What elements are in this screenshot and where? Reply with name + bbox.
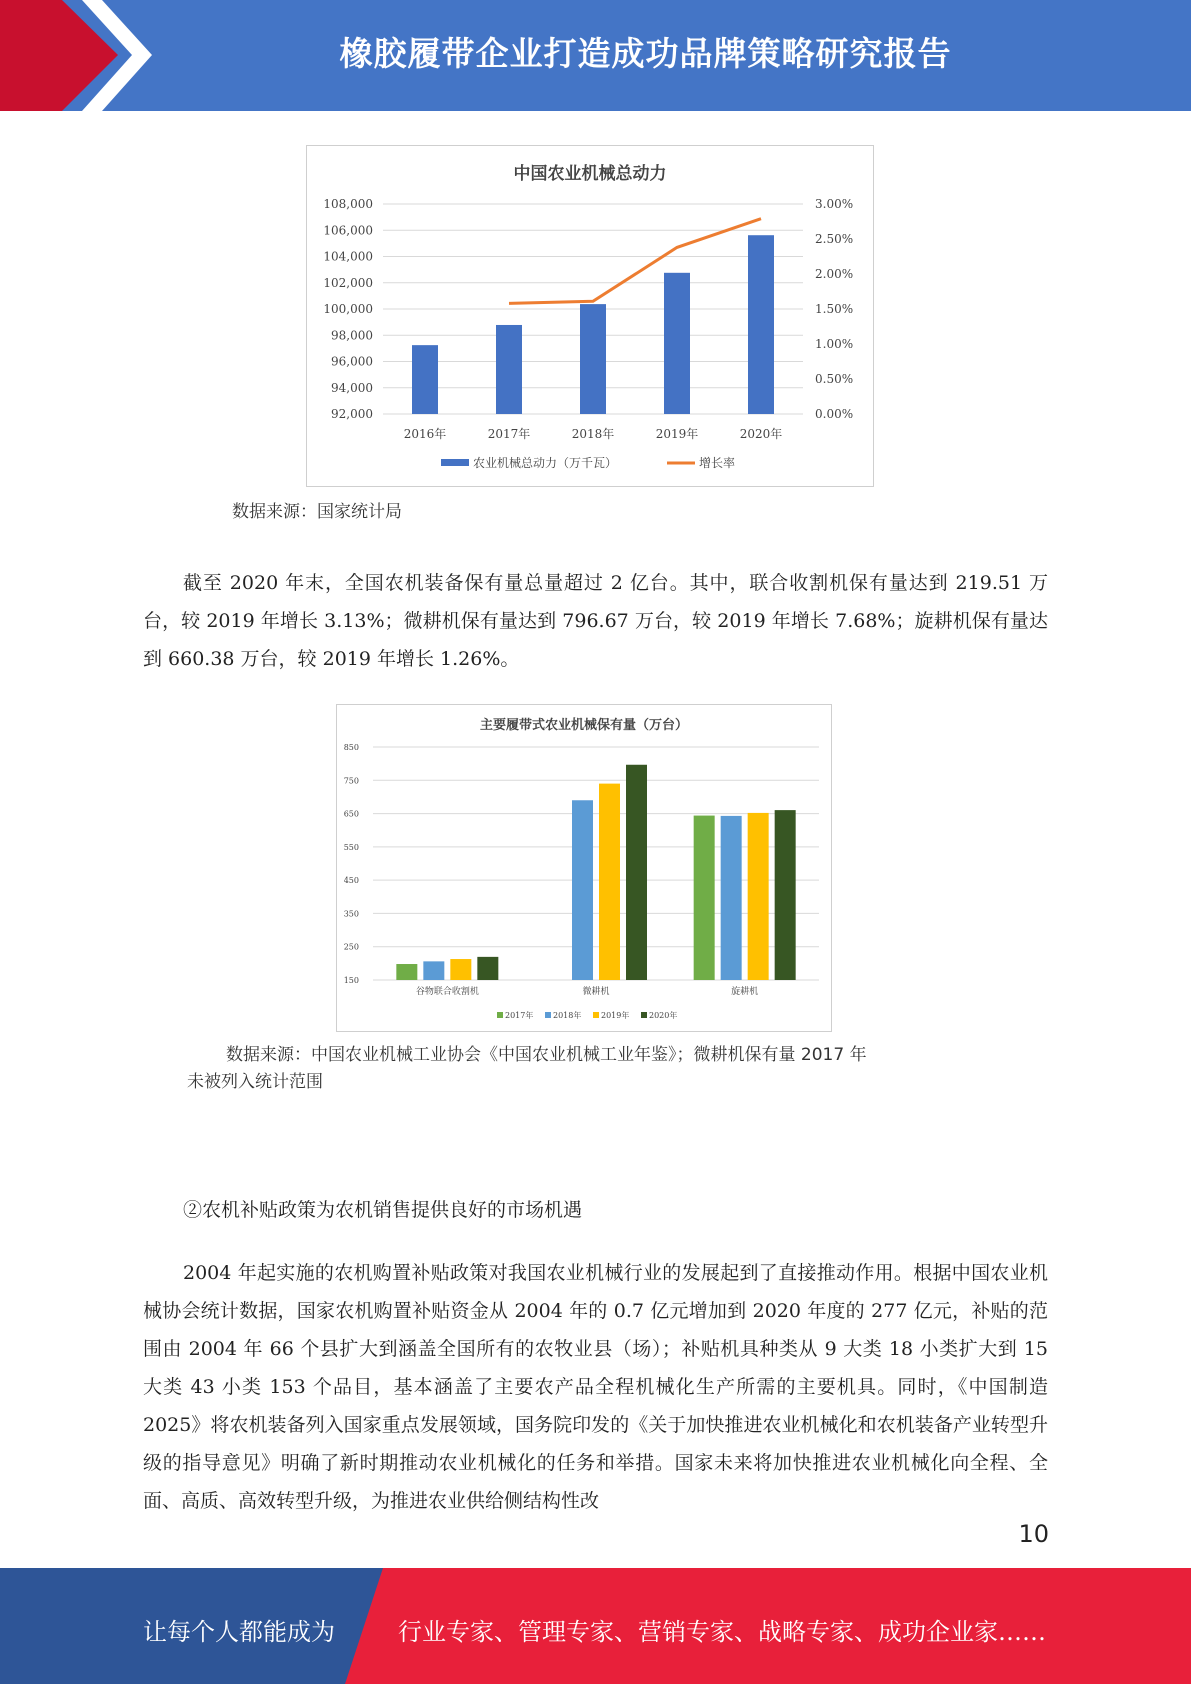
footer-slogan-left: 让每个人都能成为	[143, 1618, 335, 1646]
chart2-title: 主要履带式农业机械保有量（万台）	[479, 718, 689, 733]
chart1-x-tick: 2018年	[571, 427, 615, 441]
chart1-legend-line-label: 增长率	[699, 456, 736, 470]
chart1-bar	[664, 273, 690, 414]
chart-tracked-machinery	[336, 704, 832, 1032]
chart2-y-tick: 550	[343, 842, 359, 852]
chart1-title: 中国农业机械总动力	[513, 164, 667, 184]
chart2-source-line2: 未被列入统计范围	[187, 1072, 323, 1092]
chart2-bar	[721, 816, 742, 980]
chart2-y-tick: 750	[343, 776, 359, 786]
chart1-y-left-tick: 98,000	[331, 328, 373, 343]
chart2-x-tick: 谷物联合收割机	[415, 987, 479, 997]
paragraph-subsidy-policy: 2004 年起实施的农机购置补贴政策对我国农业机械行业的发展起到了直接推动作用。根据中国农业机械协会统计数据，国家农机购置补贴资金从 2004 年的 0.7 亿元增加到 2020 年度的 277 亿元，补贴的范围由 2004 年 66 个县扩大到涵盖全国所有的农牧业县（场）；补贴机具种类从 9 大类 18 小类扩大到 15 大类 43 小类 153 个品目，基本涵盖了主要农产品全程机械化生产所需的主要机具。同时，《中国制造 2025》将农机装备列入国家重点发展领域，国务院印发的《关于加快推进农业机械化和农机装备产业转型升级的指导意见》明确了新时期推动农业机械化的任务和举措。国家未来将加快推进农业机械化向全程、全面、高质、高效转型升级，为推进农业供给侧结构性改	[143, 1262, 1048, 1512]
chart1-y-left-tick: 92,000	[331, 407, 373, 421]
chart1-bar	[412, 345, 438, 414]
chart2-bar	[396, 964, 417, 980]
chart1-y-left-tick: 96,000	[331, 354, 373, 369]
chart2-legend-label: 2020年	[649, 1011, 678, 1020]
chart2-bar	[477, 957, 498, 980]
chart2-y-tick: 150	[343, 976, 359, 985]
report-title: 橡胶履带企业打造成功品牌策略研究报告	[339, 34, 952, 73]
chart2-legend-swatch	[497, 1012, 503, 1018]
section-subheading: ②农机补贴政策为农机销售提供良好的市场机遇	[183, 1199, 583, 1221]
chart1-bar	[748, 235, 774, 414]
chart1-bar	[496, 325, 522, 414]
chart2-bar	[775, 810, 796, 980]
chart1-bar	[580, 304, 606, 414]
header-bar	[0, 0, 1191, 111]
chart2-source-line1: 数据来源：中国农业机械工业协会《中国农业机械工业年鉴》；微耕机保有量 2017 年	[226, 1045, 867, 1065]
chart1-y-right-tick: 1.50%	[815, 302, 854, 316]
footer-bar	[0, 1568, 1191, 1684]
chart2-bar	[748, 813, 769, 980]
chart1-x-tick: 2020年	[739, 427, 783, 441]
chart1-x-tick: 2016年	[403, 427, 447, 441]
chart1-legend-bar-swatch	[441, 459, 469, 466]
header-chevron-icon	[0, 0, 160, 111]
chart-total-power-svg	[307, 146, 873, 486]
chart1-y-right-tick: 0.50%	[815, 372, 854, 386]
chart1-y-right-tick: 1.00%	[815, 337, 854, 351]
paragraph-machinery-stock: 截至 2020 年末，全国农机装备保有量总量超过 2 亿台。其中，联合收割机保有量达到 219.51 万台，较 2019 年增长 3.13%；微耕机保有量达到 796.67 万台，较 2019 年增长 7.68%；旋耕机保有量达到 660.38 万台，较 2019 年增长 1.26%。	[143, 572, 1048, 670]
chart2-legend-label: 2018年	[553, 1011, 582, 1020]
chart1-y-left-tick: 106,000	[323, 223, 373, 238]
chart2-legend-label: 2019年	[601, 1011, 630, 1020]
chart2-x-tick: 旋耕机	[731, 987, 759, 997]
chart2-x-tick: 微耕机	[582, 987, 610, 997]
chart2-y-tick: 250	[343, 942, 359, 952]
chart2-legend-label: 2017年	[505, 1011, 534, 1020]
chart2-bar	[423, 961, 444, 980]
chart1-y-right-tick: 2.50%	[815, 232, 854, 246]
chart1-y-left-tick: 94,000	[331, 380, 373, 395]
chart1-source: 数据来源：国家统计局	[232, 502, 402, 522]
chart1-y-left-tick: 108,000	[323, 197, 373, 211]
chart1-y-left-tick: 100,000	[323, 302, 373, 316]
chart2-y-tick: 350	[343, 909, 359, 919]
chart1-y-right-tick: 0.00%	[815, 407, 854, 421]
chart2-bar	[599, 784, 620, 980]
chart2-bar	[572, 800, 593, 980]
chart2-legend-swatch	[593, 1012, 599, 1018]
chart1-legend-bar-label: 农业机械总动力（万千瓦）	[473, 456, 618, 470]
footer-slogan-right: 行业专家、管理专家、营销专家、战略专家、成功企业家……	[398, 1618, 1046, 1646]
chart1-x-tick: 2017年	[487, 427, 531, 441]
chart2-bar	[450, 959, 471, 980]
chart1-y-right-tick: 2.00%	[815, 267, 854, 281]
chart2-legend-swatch	[641, 1012, 647, 1018]
chart2-bar	[626, 765, 647, 980]
chart2-legend-swatch	[545, 1012, 551, 1018]
chart1-x-tick: 2019年	[655, 427, 699, 441]
chart2-y-tick: 850	[343, 743, 359, 752]
chart-tracked-machinery-svg	[337, 705, 831, 1031]
chart1-growth-line	[509, 219, 761, 304]
chart1-y-left-tick: 102,000	[323, 275, 373, 290]
page-number: 10	[1018, 1520, 1049, 1548]
chart2-y-tick: 650	[343, 809, 359, 819]
chart-total-power	[306, 145, 874, 487]
chart2-y-tick: 450	[343, 876, 359, 886]
chart1-y-right-tick: 3.00%	[815, 197, 854, 211]
chart2-bar	[694, 816, 715, 980]
chart1-y-left-tick: 104,000	[323, 249, 373, 264]
